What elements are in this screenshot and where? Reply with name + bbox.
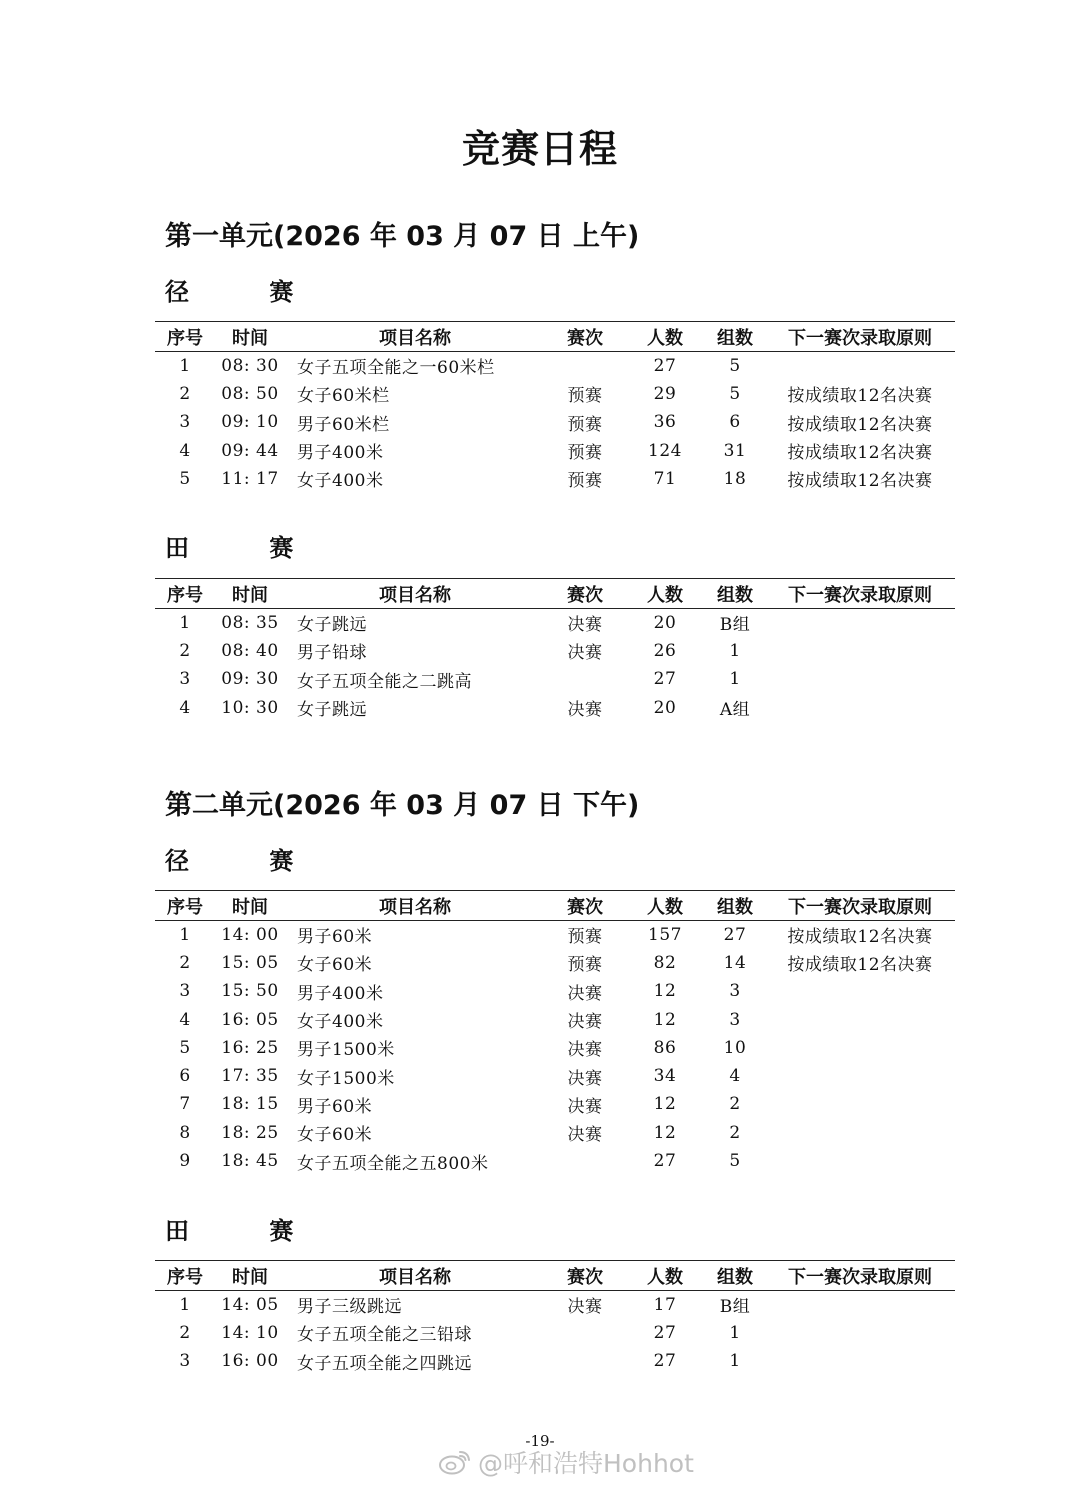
- seq-cell: 3: [179, 981, 191, 1002]
- seq-cell: 7: [179, 1094, 191, 1115]
- time-cell: 17: 35: [221, 1066, 279, 1087]
- time-cell: 14: 00: [221, 924, 279, 945]
- column-header: 时间: [215, 1261, 285, 1291]
- count-cell: 34: [653, 1066, 677, 1087]
- column-header: 下一赛次录取原则: [765, 579, 955, 609]
- page-number: -19-: [525, 1432, 555, 1450]
- groups-cell: 2: [729, 1122, 741, 1143]
- round-cell: 决赛: [567, 1040, 603, 1061]
- count-cell: 86: [653, 1037, 677, 1058]
- event-name-cell: 女子60米: [297, 1125, 373, 1146]
- schedule-table: [155, 321, 955, 493]
- column-header: 序号: [155, 322, 215, 352]
- seq-cell: 1: [179, 924, 191, 945]
- table-row: [155, 436, 955, 464]
- round-cell: [545, 1347, 625, 1375]
- table-header-row: [155, 322, 955, 352]
- column-header: 组数: [705, 579, 765, 609]
- section-heading: 径 赛: [165, 278, 330, 306]
- rule-cell: 按成绩取12名决赛: [787, 471, 933, 492]
- rule-cell: [765, 352, 955, 380]
- round-cell: 预赛: [567, 927, 603, 948]
- rule-cell: [765, 1319, 955, 1347]
- seq-cell: 5: [179, 1037, 191, 1058]
- event-name-cell: 女子400米: [297, 471, 384, 492]
- rule-cell: [765, 1119, 955, 1147]
- groups-cell: 1: [729, 640, 741, 661]
- table-row: [155, 408, 955, 436]
- rule-cell: [765, 1347, 955, 1375]
- event-name-cell: 女子五项全能之五800米: [297, 1153, 489, 1174]
- table-row: [155, 1291, 955, 1319]
- groups-cell: 5: [729, 1151, 741, 1172]
- table-row: [155, 637, 955, 665]
- rule-cell: 按成绩取12名决赛: [787, 955, 933, 976]
- schedule-table: [155, 890, 955, 1175]
- event-name-cell: 男子400米: [297, 983, 384, 1004]
- event-name-cell: 男子60米: [297, 927, 373, 948]
- column-header: 项目名称: [285, 1261, 545, 1291]
- rule-cell: [765, 693, 955, 721]
- time-cell: 18: 25: [221, 1122, 279, 1143]
- count-cell: 12: [653, 1094, 677, 1115]
- groups-cell: 3: [729, 1009, 741, 1030]
- round-cell: 决赛: [567, 1125, 603, 1146]
- count-cell: 36: [653, 412, 677, 433]
- rule-cell: [765, 665, 955, 693]
- count-cell: 157: [648, 924, 682, 945]
- groups-cell: 2: [729, 1094, 741, 1115]
- seq-cell: 5: [179, 468, 191, 489]
- table-row: [155, 1119, 955, 1147]
- count-cell: 124: [648, 440, 682, 461]
- column-header: 项目名称: [285, 579, 545, 609]
- count-cell: 29: [653, 383, 677, 404]
- table-row: [155, 1319, 955, 1347]
- count-cell: 12: [653, 1009, 677, 1030]
- table-header-row: [155, 579, 955, 609]
- table-row: [155, 465, 955, 493]
- round-cell: 预赛: [567, 471, 603, 492]
- rule-cell: [765, 1034, 955, 1062]
- event-name-cell: 男子60米栏: [297, 414, 390, 435]
- round-cell: 决赛: [567, 615, 603, 636]
- table-row: [155, 352, 955, 380]
- event-name-cell: 男子铅球: [297, 643, 367, 664]
- count-cell: 27: [653, 355, 677, 376]
- seq-cell: 3: [179, 1351, 191, 1372]
- rule-cell: [765, 609, 955, 637]
- table-row: [155, 665, 955, 693]
- round-cell: 决赛: [567, 1096, 603, 1117]
- seq-cell: 6: [179, 1066, 191, 1087]
- time-cell: 08: 40: [221, 640, 279, 661]
- count-cell: 20: [653, 612, 677, 633]
- event-name-cell: 女子60米: [297, 955, 373, 976]
- seq-cell: 3: [179, 412, 191, 433]
- round-cell: [545, 665, 625, 693]
- groups-cell: 14: [723, 952, 747, 973]
- round-cell: [545, 1319, 625, 1347]
- column-header: 组数: [705, 1261, 765, 1291]
- table-row: [155, 1062, 955, 1090]
- count-cell: 27: [653, 1351, 677, 1372]
- time-cell: 09: 30: [221, 669, 279, 690]
- groups-cell: 18: [723, 468, 747, 489]
- event-name-cell: 女子跳远: [297, 615, 367, 636]
- column-header: 人数: [625, 891, 705, 921]
- rule-cell: [765, 1062, 955, 1090]
- count-cell: 17: [653, 1294, 677, 1315]
- table-row: [155, 1347, 955, 1375]
- event-name-cell: 女子五项全能之三铅球: [297, 1325, 472, 1346]
- time-cell: 08: 35: [221, 612, 279, 633]
- rule-cell: 按成绩取12名决赛: [787, 386, 933, 407]
- unit-heading: 第二单元(2026 年 03 月 07 日 下午): [165, 790, 640, 821]
- groups-cell: 6: [729, 412, 741, 433]
- time-cell: 15: 50: [221, 981, 279, 1002]
- seq-cell: 1: [179, 1294, 191, 1315]
- groups-cell: 31: [723, 440, 747, 461]
- groups-cell: 1: [729, 669, 741, 690]
- rule-cell: [765, 977, 955, 1005]
- count-cell: 71: [653, 468, 677, 489]
- groups-cell: 27: [723, 924, 747, 945]
- time-cell: 10: 30: [221, 697, 279, 718]
- time-cell: 16: 05: [221, 1009, 279, 1030]
- seq-cell: 2: [179, 1322, 191, 1343]
- count-cell: 27: [653, 1151, 677, 1172]
- groups-cell: A组: [719, 700, 751, 721]
- table-row: [155, 1090, 955, 1118]
- count-cell: 82: [653, 952, 677, 973]
- section-heading: 田 赛: [165, 534, 330, 562]
- table-row: [155, 609, 955, 637]
- rule-cell: 按成绩取12名决赛: [787, 414, 933, 435]
- table-row: [155, 380, 955, 408]
- event-name-cell: 男子1500米: [297, 1040, 395, 1061]
- watermark-text: @呼和浩特Hohhot: [478, 1449, 694, 1478]
- rule-cell: 按成绩取12名决赛: [787, 443, 933, 464]
- rule-cell: [765, 1291, 955, 1319]
- event-name-cell: 女子400米: [297, 1012, 384, 1033]
- groups-cell: B组: [719, 615, 751, 636]
- rule-cell: [765, 1147, 955, 1175]
- time-cell: 14: 10: [221, 1322, 279, 1343]
- count-cell: 27: [653, 1322, 677, 1343]
- seq-cell: 2: [179, 952, 191, 973]
- time-cell: 08: 30: [221, 355, 279, 376]
- column-header: 人数: [625, 1261, 705, 1291]
- weibo-icon: [438, 1448, 472, 1476]
- column-header: 时间: [215, 891, 285, 921]
- time-cell: 11: 17: [221, 468, 279, 489]
- rule-cell: 按成绩取12名决赛: [787, 927, 933, 948]
- time-cell: 09: 44: [221, 440, 279, 461]
- column-header: 序号: [155, 579, 215, 609]
- time-cell: 16: 00: [221, 1351, 279, 1372]
- table-row: [155, 693, 955, 721]
- column-header: 序号: [155, 1261, 215, 1291]
- rule-cell: [765, 1005, 955, 1033]
- column-header: 组数: [705, 322, 765, 352]
- groups-cell: 10: [723, 1037, 747, 1058]
- seq-cell: 2: [179, 640, 191, 661]
- table-row: [155, 921, 955, 949]
- table-header-row: [155, 891, 955, 921]
- seq-cell: 1: [179, 612, 191, 633]
- round-cell: 预赛: [567, 955, 603, 976]
- column-header: 时间: [215, 579, 285, 609]
- groups-cell: B组: [719, 1297, 751, 1318]
- event-name-cell: 女子五项全能之二跳高: [297, 671, 472, 692]
- count-cell: 12: [653, 1122, 677, 1143]
- rule-cell: [765, 1090, 955, 1118]
- event-name-cell: 女子五项全能之四跳远: [297, 1353, 472, 1374]
- event-name-cell: 男子400米: [297, 443, 384, 464]
- column-header: 赛次: [545, 322, 625, 352]
- time-cell: 14: 05: [221, 1294, 279, 1315]
- seq-cell: 8: [179, 1122, 191, 1143]
- seq-cell: 1: [179, 355, 191, 376]
- column-header: 项目名称: [285, 891, 545, 921]
- column-header: 序号: [155, 891, 215, 921]
- seq-cell: 9: [179, 1151, 191, 1172]
- event-name-cell: 女子五项全能之一60米栏: [297, 358, 495, 379]
- column-header: 人数: [625, 579, 705, 609]
- seq-cell: 4: [179, 440, 191, 461]
- groups-cell: 4: [729, 1066, 741, 1087]
- column-header: 时间: [215, 322, 285, 352]
- groups-cell: 1: [729, 1322, 741, 1343]
- schedule-table: [155, 1260, 955, 1375]
- column-header: 组数: [705, 891, 765, 921]
- time-cell: 15: 05: [221, 952, 279, 973]
- count-cell: 20: [653, 697, 677, 718]
- round-cell: 预赛: [567, 414, 603, 435]
- event-name-cell: 女子60米栏: [297, 386, 390, 407]
- round-cell: 决赛: [567, 643, 603, 664]
- round-cell: 决赛: [567, 1297, 603, 1318]
- time-cell: 09: 10: [221, 412, 279, 433]
- round-cell: 预赛: [567, 443, 603, 464]
- round-cell: [545, 1147, 625, 1175]
- time-cell: 18: 15: [221, 1094, 279, 1115]
- seq-cell: 4: [179, 697, 191, 718]
- rule-cell: [765, 637, 955, 665]
- table-row: [155, 1034, 955, 1062]
- round-cell: 决赛: [567, 1012, 603, 1033]
- time-cell: 16: 25: [221, 1037, 279, 1058]
- section-heading: 田 赛: [165, 1217, 330, 1245]
- watermark: [438, 1444, 694, 1480]
- table-row: [155, 1005, 955, 1033]
- round-cell: 预赛: [567, 386, 603, 407]
- seq-cell: 4: [179, 1009, 191, 1030]
- round-cell: 决赛: [567, 700, 603, 721]
- table-row: [155, 977, 955, 1005]
- unit-heading: 第一单元(2026 年 03 月 07 日 上午): [165, 221, 640, 252]
- column-header: 赛次: [545, 891, 625, 921]
- round-cell: 决赛: [567, 1068, 603, 1089]
- column-header: 下一赛次录取原则: [765, 891, 955, 921]
- groups-cell: 5: [729, 383, 741, 404]
- event-name-cell: 男子三级跳远: [297, 1297, 402, 1318]
- event-name-cell: 女子1500米: [297, 1068, 395, 1089]
- column-header: 赛次: [545, 579, 625, 609]
- groups-cell: 1: [729, 1351, 741, 1372]
- table-row: [155, 1147, 955, 1175]
- count-cell: 26: [653, 640, 677, 661]
- schedule-table: [155, 578, 955, 722]
- groups-cell: 3: [729, 981, 741, 1002]
- seq-cell: 2: [179, 383, 191, 404]
- column-header: 下一赛次录取原则: [765, 322, 955, 352]
- event-name-cell: 女子跳远: [297, 700, 367, 721]
- page-title: 竞赛日程: [461, 127, 618, 171]
- count-cell: 12: [653, 981, 677, 1002]
- section-heading: 径 赛: [165, 847, 330, 875]
- round-cell: 决赛: [567, 983, 603, 1004]
- column-header: 下一赛次录取原则: [765, 1261, 955, 1291]
- column-header: 项目名称: [285, 322, 545, 352]
- groups-cell: 5: [729, 355, 741, 376]
- seq-cell: 3: [179, 669, 191, 690]
- column-header: 赛次: [545, 1261, 625, 1291]
- table-row: [155, 949, 955, 977]
- column-header: 人数: [625, 322, 705, 352]
- round-cell: [545, 352, 625, 380]
- time-cell: 08: 50: [221, 383, 279, 404]
- event-name-cell: 男子60米: [297, 1096, 373, 1117]
- count-cell: 27: [653, 669, 677, 690]
- table-header-row: [155, 1261, 955, 1291]
- time-cell: 18: 45: [221, 1151, 279, 1172]
